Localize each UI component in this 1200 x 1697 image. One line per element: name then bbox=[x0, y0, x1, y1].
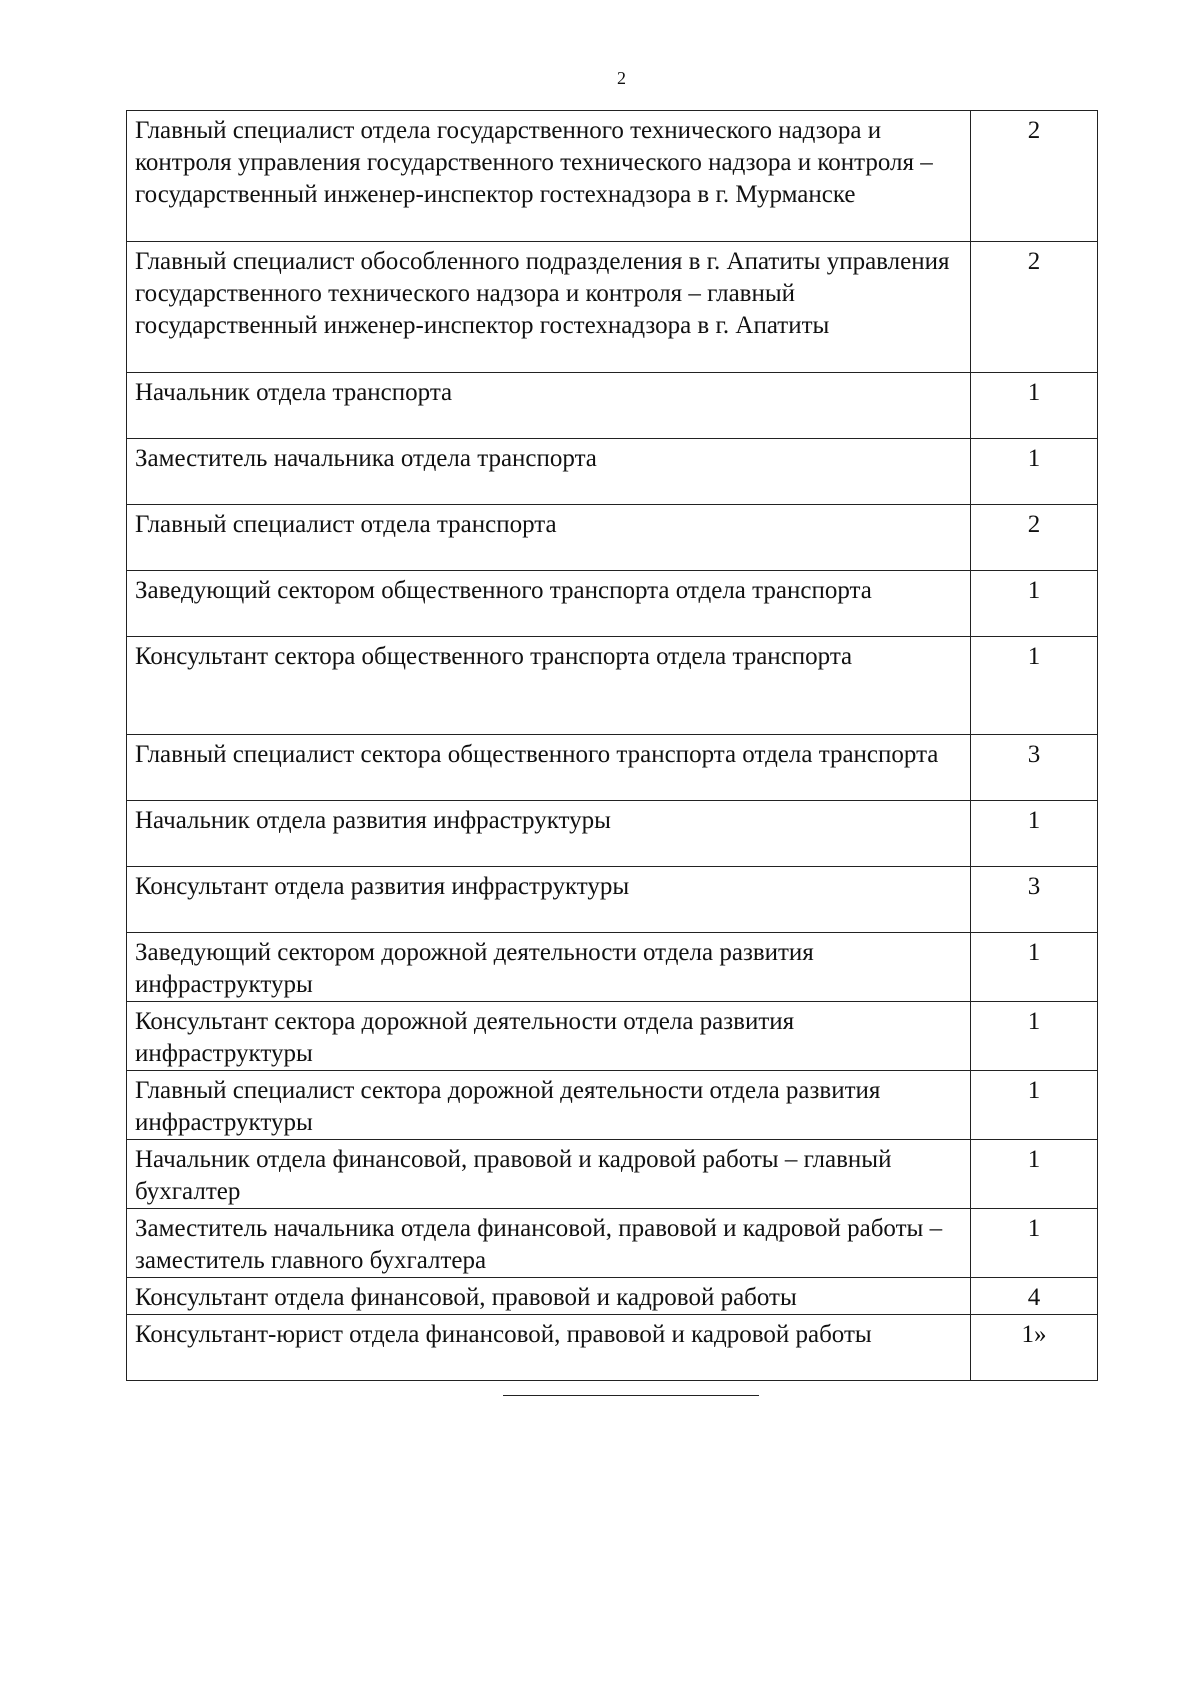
position-count: 1» bbox=[971, 1315, 1098, 1381]
end-rule-divider bbox=[503, 1395, 759, 1396]
table-row bbox=[127, 867, 1098, 933]
position-count: 1 bbox=[971, 1002, 1098, 1071]
table-row bbox=[127, 1209, 1098, 1278]
table-row bbox=[127, 571, 1098, 637]
position-count: 1 bbox=[971, 1071, 1098, 1140]
position-name: Начальник отдела развития инфраструктуры bbox=[127, 801, 971, 867]
table-row bbox=[127, 1315, 1098, 1381]
table-row bbox=[127, 1140, 1098, 1209]
table-row bbox=[127, 373, 1098, 439]
position-count: 1 bbox=[971, 1209, 1098, 1278]
position-name: Главный специалист отдела государственного технического надзора и контроля управления государственного технического надзора и контроля – государственный инженер-инспектор гостехнадзора в г. Мурманске bbox=[127, 111, 971, 242]
position-name: Консультант сектора дорожной деятельности отдела развития инфраструктуры bbox=[127, 1002, 971, 1071]
position-count: 1 bbox=[971, 637, 1098, 735]
table-row bbox=[127, 1278, 1098, 1315]
position-count: 3 bbox=[971, 735, 1098, 801]
position-name: Заместитель начальника отдела транспорта bbox=[127, 439, 971, 505]
position-name: Начальник отдела финансовой, правовой и кадровой работы – главный бухгалтер bbox=[127, 1140, 971, 1209]
position-name: Главный специалист отдела транспорта bbox=[127, 505, 971, 571]
position-count: 1 bbox=[971, 439, 1098, 505]
position-name: Заведующий сектором общественного транспорта отдела транспорта bbox=[127, 571, 971, 637]
position-name: Консультант отдела развития инфраструктуры bbox=[127, 867, 971, 933]
table-row bbox=[127, 933, 1098, 1002]
position-name: Консультант отдела финансовой, правовой и кадровой работы bbox=[127, 1278, 971, 1315]
position-count: 4 bbox=[971, 1278, 1098, 1315]
page-number: 2 bbox=[617, 68, 626, 88]
table-body bbox=[127, 111, 1098, 1381]
position-count: 1 bbox=[971, 1140, 1098, 1209]
position-name: Главный специалист сектора дорожной деятельности отдела развития инфраструктуры bbox=[127, 1071, 971, 1140]
staff-positions-table bbox=[126, 110, 1098, 1381]
position-count: 1 bbox=[971, 801, 1098, 867]
table-row bbox=[127, 111, 1098, 242]
position-name: Начальник отдела транспорта bbox=[127, 373, 971, 439]
position-name: Заведующий сектором дорожной деятельности отдела развития инфраструктуры bbox=[127, 933, 971, 1002]
table-row bbox=[127, 735, 1098, 801]
table-row bbox=[127, 505, 1098, 571]
position-name: Консультант сектора общественного транспорта отдела транспорта bbox=[127, 637, 971, 735]
table-row bbox=[127, 801, 1098, 867]
position-count: 2 bbox=[971, 242, 1098, 373]
position-count: 2 bbox=[971, 505, 1098, 571]
position-count: 1 bbox=[971, 933, 1098, 1002]
position-count: 3 bbox=[971, 867, 1098, 933]
position-count: 2 bbox=[971, 111, 1098, 242]
table-row bbox=[127, 1002, 1098, 1071]
position-name: Главный специалист обособленного подразделения в г. Апатиты управления государственного технического надзора и контроля – главный государственный инженер-инспектор гостехнадзора в г. Апатиты bbox=[127, 242, 971, 373]
position-name: Заместитель начальника отдела финансовой, правовой и кадровой работы – заместитель главного бухгалтера bbox=[127, 1209, 971, 1278]
table-row bbox=[127, 439, 1098, 505]
position-count: 1 bbox=[971, 373, 1098, 439]
table-row bbox=[127, 242, 1098, 373]
position-count: 1 bbox=[971, 571, 1098, 637]
table-row bbox=[127, 1071, 1098, 1140]
position-name: Консультант-юрист отдела финансовой, правовой и кадровой работы bbox=[127, 1315, 971, 1381]
table-row bbox=[127, 637, 1098, 735]
position-name: Главный специалист сектора общественного транспорта отдела транспорта bbox=[127, 735, 971, 801]
